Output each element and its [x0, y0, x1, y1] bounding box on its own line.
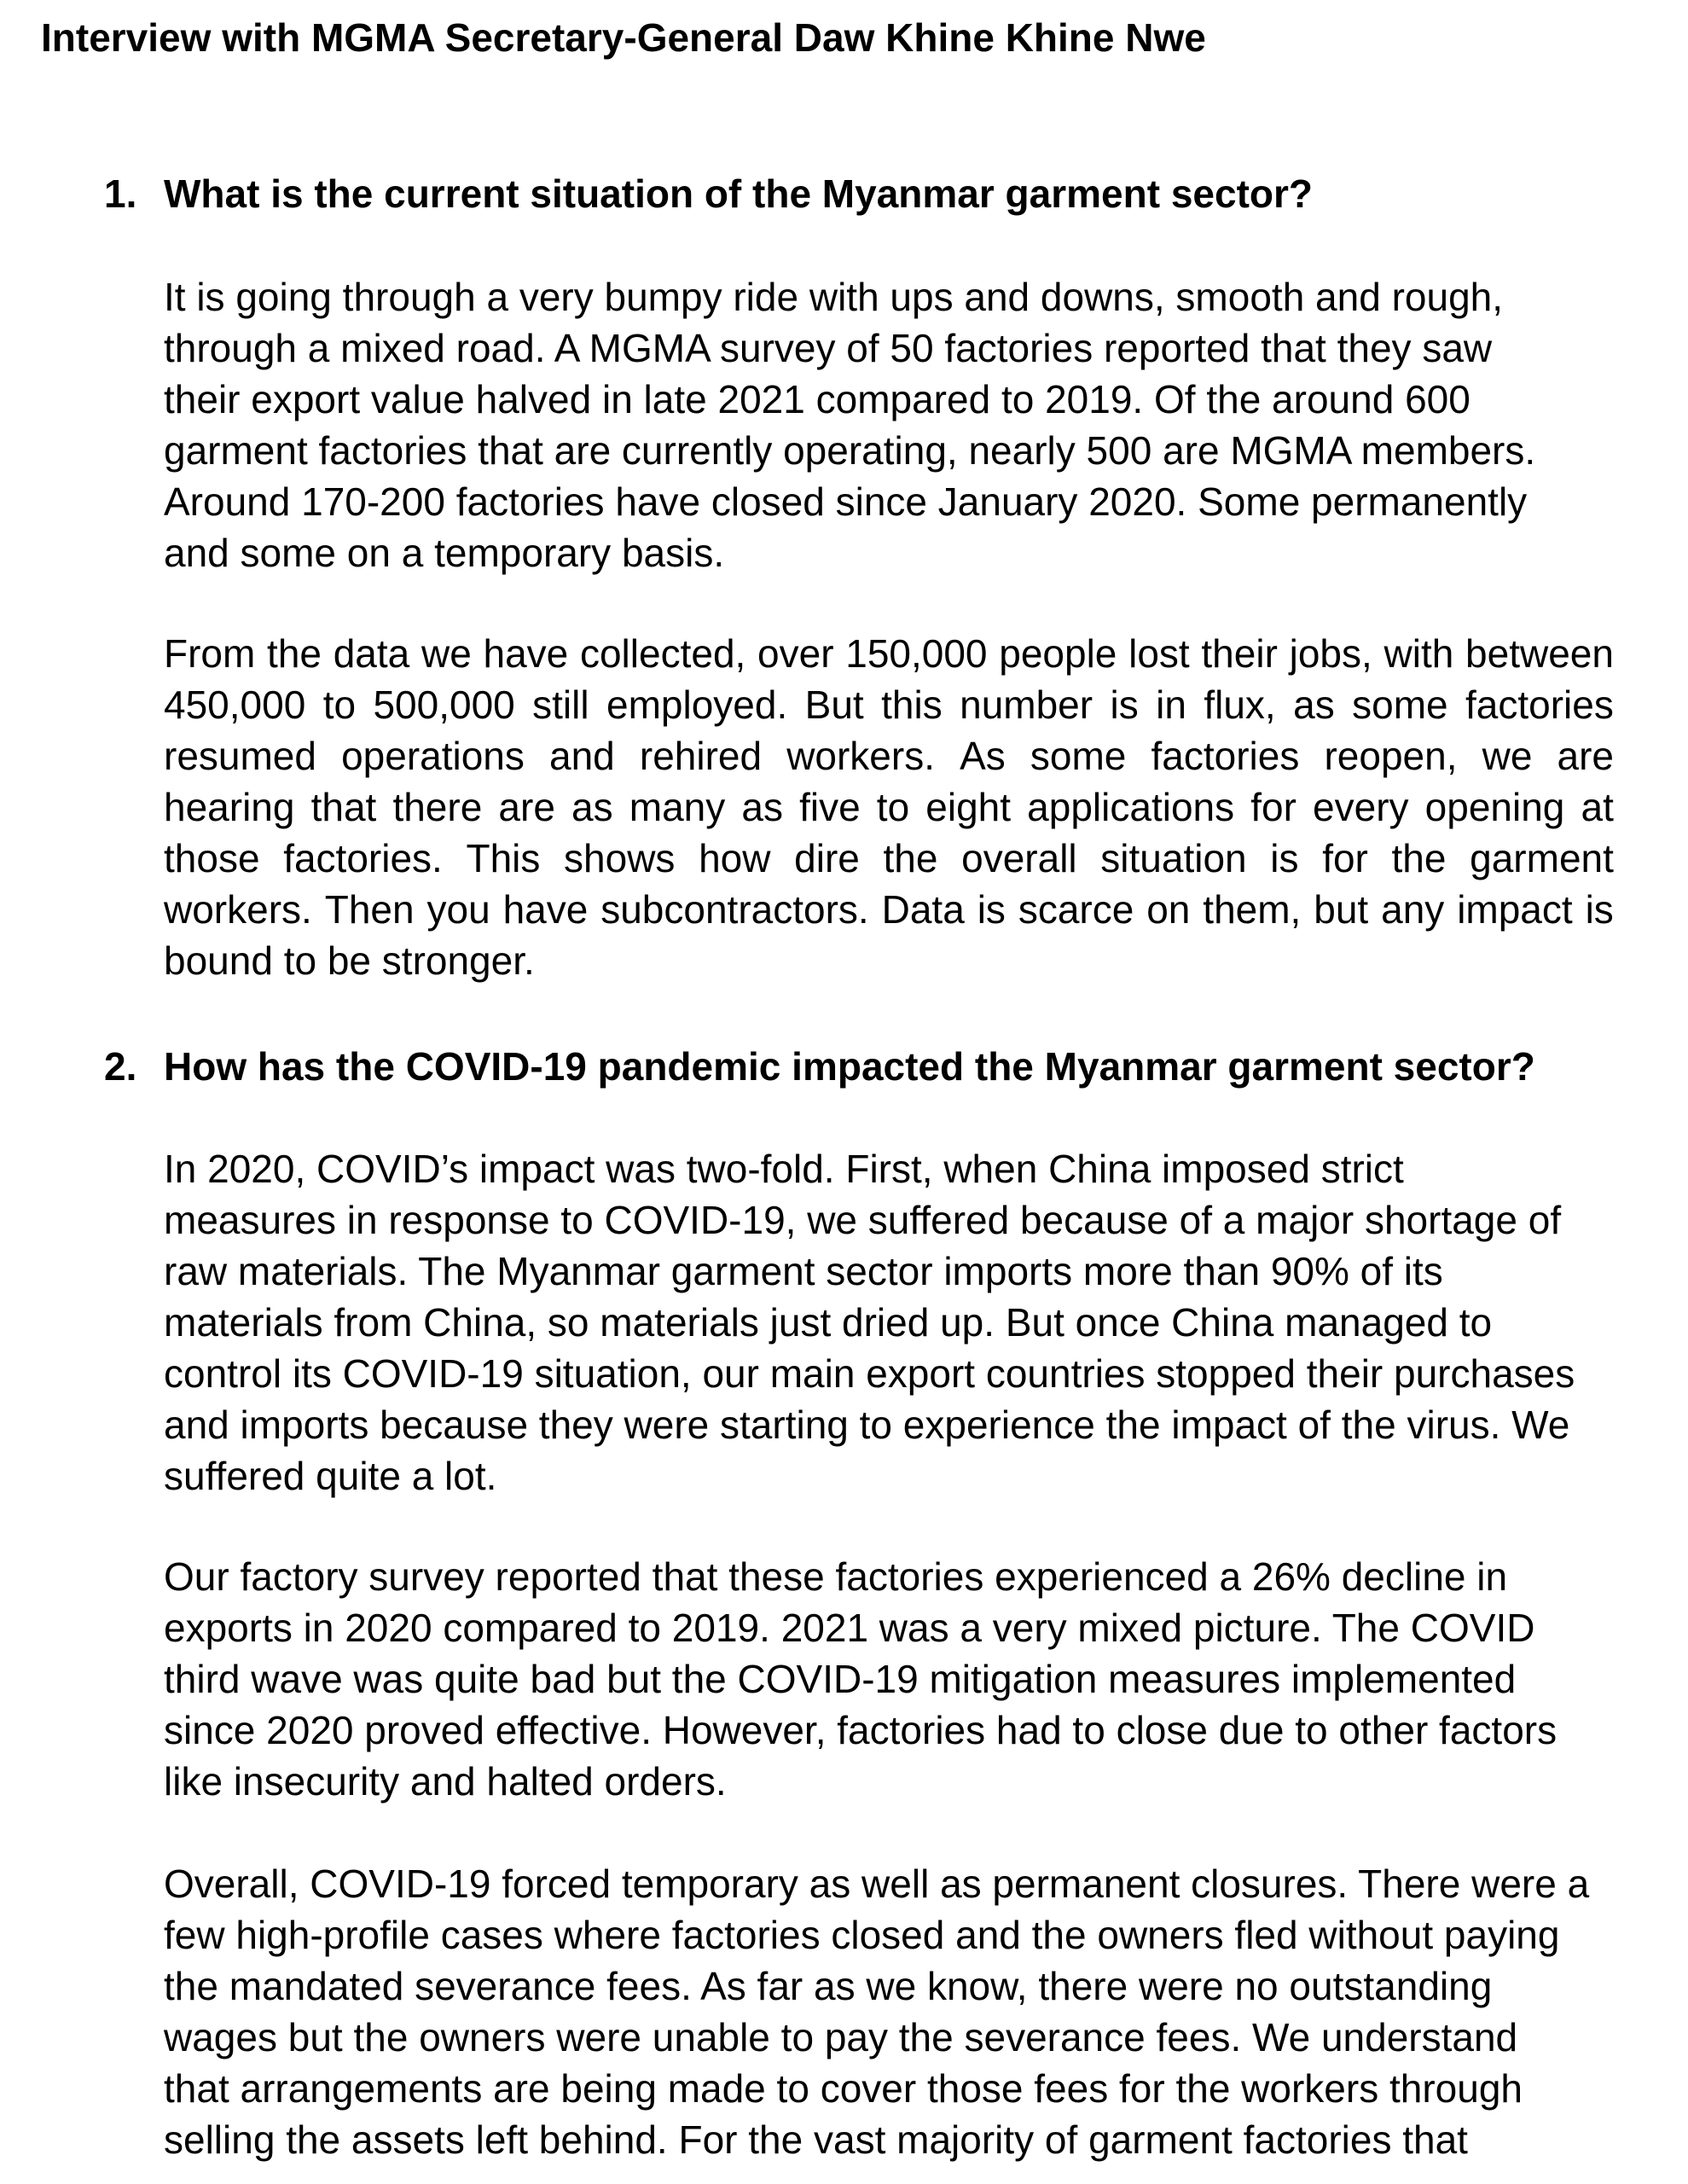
paragraph-line: wages but the owners were unable to pay the severance fees. We understand	[164, 2015, 1518, 2059]
paragraph-line: resumed operations and rehired workers. As some factories reopen, we are	[164, 734, 1614, 778]
paragraph-line: hearing that there are as many as five to eight applications for every opening at	[164, 785, 1614, 829]
paragraph-line: 450,000 to 500,000 still employed. But this number is in flux, as some factories	[164, 682, 1614, 727]
paragraph-line: measures in response to COVID-19, we suffered because of a major shortage of	[164, 1198, 1562, 1242]
paragraph-line: Our factory survey reported that these factories experienced a 26% decline in	[164, 1554, 1508, 1599]
paragraph-line: From the data we have collected, over 150,000 people lost their jobs, with between	[164, 631, 1614, 676]
paragraph-line: control its COVID-19 situation, our main export countries stopped their purchases	[164, 1351, 1575, 1396]
paragraph-line: It is going through a very bumpy ride with ups and downs, smooth and rough,	[164, 275, 1504, 319]
paragraph-line: bound to be stronger.	[164, 938, 535, 983]
paragraph-line: Around 170-200 factories have closed since January 2020. Some permanently	[164, 479, 1528, 524]
answer-paragraph	[164, 1858, 1589, 2165]
question-number: 1.	[104, 171, 137, 216]
paragraph-line: Overall, COVID-19 forced temporary as well as permanent closures. There were a	[164, 1862, 1590, 1906]
answer-paragraph	[164, 1551, 1557, 1807]
question-text: What is the current situation of the Myanmar garment sector?	[164, 171, 1313, 216]
paragraph-line: raw materials. The Myanmar garment sector imports more than 90% of its	[164, 1249, 1443, 1293]
question-number: 2.	[104, 1044, 137, 1089]
answer-paragraph	[164, 271, 1535, 578]
question-text: How has the COVID-19 pandemic impacted the Myanmar garment sector?	[164, 1044, 1535, 1089]
answer-paragraph	[164, 1143, 1575, 1502]
paragraph-line: and imports because they were starting to experience the impact of the virus. We	[164, 1403, 1570, 1447]
paragraph-line: and some on a temporary basis.	[164, 531, 725, 575]
paragraph-line: few high-profile cases where factories closed and the owners fled without paying	[164, 1913, 1560, 1957]
paragraph-line: their export value halved in late 2021 compared to 2019. Of the around 600	[164, 377, 1470, 421]
paragraph-line: those factories. This shows how dire the overall situation is for the garment	[164, 836, 1614, 880]
paragraph-line: the mandated severance fees. As far as we know, there were no outstanding	[164, 1964, 1493, 2008]
paragraph-line: suffered quite a lot.	[164, 1454, 497, 1498]
paragraph-line: through a mixed road. A MGMA survey of 50 factories reported that they saw	[164, 326, 1493, 370]
paragraph-line: garment factories that are currently operating, nearly 500 are MGMA members.	[164, 428, 1536, 473]
paragraph-line: since 2020 proved effective. However, factories had to close due to other factors	[164, 1708, 1557, 1752]
paragraph-line: workers. Then you have subcontractors. Data is scarce on them, but any impact is	[164, 887, 1614, 932]
paragraph-line: exports in 2020 compared to 2019. 2021 was a very mixed picture. The COVID	[164, 1606, 1535, 1650]
paragraph-line: third wave was quite bad but the COVID-19 mitigation measures implemented	[164, 1657, 1517, 1701]
paragraph-line: In 2020, COVID’s impact was two-fold. First, when China imposed strict	[164, 1147, 1404, 1191]
paragraph-line: materials from China, so materials just dried up. But once China managed to	[164, 1300, 1493, 1345]
paragraph-line: like insecurity and halted orders.	[164, 1759, 727, 1804]
answer-paragraph	[164, 628, 1614, 986]
document-title: Interview with MGMA Secretary-General Daw Khine Khine Nwe	[41, 15, 1206, 60]
paragraph-line: that arrangements are being made to cover those fees for the workers through	[164, 2066, 1523, 2111]
paragraph-line: selling the assets left behind. For the vast majority of garment factories that	[164, 2117, 1468, 2162]
